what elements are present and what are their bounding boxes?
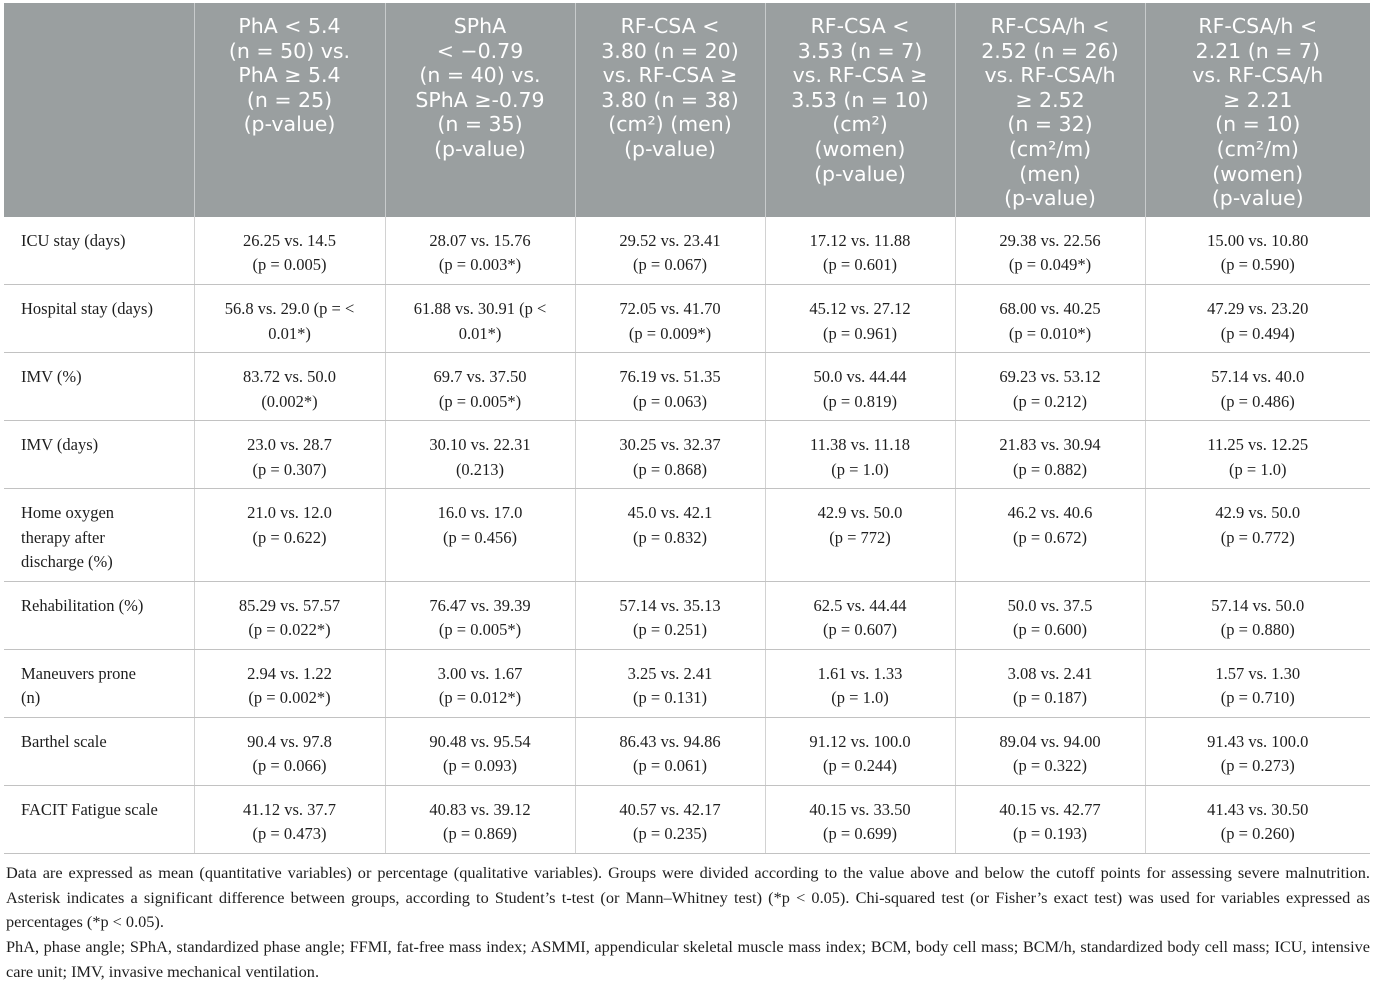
cell-line: (p = 0.005*) [438, 620, 522, 640]
cell-line: 11.25 vs. 12.25 [1207, 435, 1309, 455]
row-label-line: therapy after [21, 527, 105, 547]
cell-line: (p = 772) [829, 527, 891, 547]
row-label-line: IMV (days) [21, 435, 99, 455]
header-line: (women) [1212, 161, 1304, 186]
table-cell [194, 489, 385, 582]
table-cell [1145, 489, 1370, 582]
cell-line: 72.05 vs. 41.70 [619, 299, 721, 319]
row-label-line: (n) [21, 688, 41, 708]
header-line: vs. RF-CSA ≥ [602, 63, 738, 88]
cell-line: 69.23 vs. 53.12 [999, 367, 1101, 387]
cell-line: 83.72 vs. 50.0 [242, 367, 337, 387]
table-cell [955, 285, 1145, 353]
table-cell [765, 717, 955, 785]
cell-line: (p = 0.456) [443, 527, 517, 547]
table-cell [1145, 717, 1370, 785]
header-line: 2.21 (n = 7) [1195, 38, 1320, 63]
header-line: (p-value) [1211, 186, 1304, 211]
header-line: 3.80 (n = 38) [601, 87, 739, 112]
cell-line: 29.52 vs. 23.41 [619, 230, 721, 250]
cell-line: 40.15 vs. 33.50 [809, 799, 911, 819]
cell-line: 28.07 vs. 15.76 [429, 230, 531, 250]
row-label [4, 421, 194, 489]
row-label [4, 717, 194, 785]
header-line: SPhA ≥-0.79 [415, 87, 545, 112]
cell-line: (p = 0.066) [252, 756, 327, 776]
cell-line: (p = 0.005) [252, 255, 327, 275]
table-cell [1145, 421, 1370, 489]
cell-line: 57.14 vs. 40.0 [1211, 367, 1305, 387]
cell-line: (p = 0.005*) [438, 391, 522, 411]
header-line: (cm²) (men) [608, 112, 732, 137]
table-cell [194, 353, 385, 421]
cell-line: 46.2 vs. 40.6 [1007, 503, 1093, 523]
header-line: 3.80 (n = 20) [601, 38, 739, 63]
cell-line: 57.14 vs. 50.0 [1211, 595, 1305, 615]
table-footnotes [6, 861, 1370, 985]
table-cell [955, 581, 1145, 649]
row-label-line: ICU stay (days) [21, 230, 126, 250]
cell-line: 50.0 vs. 37.5 [1007, 595, 1093, 615]
table-cell [194, 649, 385, 717]
header-line: ≥ 2.52 [1015, 87, 1085, 112]
header-line: (n = 32) [1007, 112, 1093, 137]
table-cell [575, 581, 765, 649]
header-line: RF-CSA < [810, 14, 910, 38]
header-line: PhA ≥ 5.4 [238, 63, 341, 88]
cell-line: (p = 0.322) [1013, 756, 1087, 776]
header-line: ≥ 2.21 [1223, 87, 1293, 112]
table-row [4, 785, 1370, 853]
cell-line: (p = 0.022*) [248, 620, 331, 640]
table-cell [955, 217, 1145, 285]
header-line: (n = 50) vs. [228, 38, 351, 63]
table-cell [575, 285, 765, 353]
cell-line: 69.7 vs. 37.50 [433, 367, 527, 387]
cell-line: (p = 0.869) [443, 824, 517, 844]
header-line: vs. RF-CSA ≥ [792, 63, 928, 88]
header-cell-spha [385, 3, 575, 217]
cell-line: 17.12 vs. 11.88 [809, 230, 911, 250]
cell-line: 0.01*) [268, 323, 311, 343]
header-line: RF-CSA < [620, 14, 720, 38]
footnote-abbreviations: PhA, phase angle; SPhA, standardized phase angle; FFMI, fat-free mass index; ASMMI, appendicular skeletal muscle mass index; BCM, body cell mass; BCM/h, standardized body cell mass; ICU, intensive care unit; IMV, invasive mechanical ventilation. [6, 937, 1370, 981]
cell-line: 40.83 vs. 39.12 [429, 799, 531, 819]
cell-line: (p = 0.486) [1220, 391, 1295, 411]
cell-line: (p = 0.961) [823, 323, 897, 343]
header-line: (cm²) [832, 112, 888, 137]
cell-line: 26.25 vs. 14.5 [242, 230, 337, 250]
cell-line: 30.25 vs. 32.37 [619, 435, 721, 455]
cell-line: 0.01*) [458, 323, 502, 343]
cell-line: (p = 0.009*) [628, 323, 712, 343]
table-row [4, 649, 1370, 717]
header-line: (p-value) [1004, 186, 1096, 211]
table-cell [1145, 785, 1370, 853]
cell-line: (p = 0.131) [633, 688, 707, 708]
cell-line: 3.08 vs. 2.41 [1007, 663, 1093, 683]
table-row [4, 489, 1370, 582]
cell-line: (p = 0.093) [443, 756, 517, 776]
header-line: (women) [814, 136, 906, 161]
header-cell-rfcsa-men [575, 3, 765, 217]
row-label-line: Rehabilitation (%) [21, 595, 144, 615]
table-cell [194, 421, 385, 489]
table-cell [765, 489, 955, 582]
cell-line: 57.14 vs. 35.13 [619, 595, 721, 615]
cell-line: (p = 0.772) [1220, 527, 1295, 547]
cell-line: 11.38 vs. 11.18 [809, 435, 911, 455]
header-line: RF-CSA/h < [1198, 14, 1318, 38]
header-line: 2.52 (n = 26) [981, 38, 1119, 63]
cell-line: 2.94 vs. 1.22 [247, 663, 332, 683]
table-cell [765, 285, 955, 353]
cell-line: 1.57 vs. 1.30 [1215, 663, 1301, 683]
cell-line: 15.00 vs. 10.80 [1207, 230, 1309, 250]
cell-line: (p = 0.710) [1220, 688, 1295, 708]
cell-line: (0.213) [455, 459, 505, 479]
cell-line: (p = 0.607) [823, 620, 897, 640]
cell-line: 3.25 vs. 2.41 [627, 663, 713, 683]
cell-line: 89.04 vs. 94.00 [999, 731, 1101, 751]
table-cell [955, 717, 1145, 785]
table-cell [385, 489, 575, 582]
table-cell [955, 353, 1145, 421]
header-cell-rfcsah-men [955, 3, 1145, 217]
row-label [4, 489, 194, 582]
row-label [4, 353, 194, 421]
table-cell [385, 785, 575, 853]
cell-line: 56.8 vs. 29.0 (p = < [224, 299, 355, 319]
table-cell [385, 421, 575, 489]
cell-line: 90.4 vs. 97.8 [247, 731, 332, 751]
cell-line: 23.0 vs. 28.7 [247, 435, 332, 455]
header-line: RF-CSA/h < [990, 14, 1110, 38]
table-cell [385, 649, 575, 717]
cell-line: 76.47 vs. 39.39 [429, 595, 531, 615]
cell-line: (p = 0.672) [1013, 527, 1087, 547]
header-line: PhA < 5.4 [238, 14, 341, 38]
header-line: (cm²/m) [1008, 136, 1092, 161]
cell-line: (p = 0.699) [823, 824, 897, 844]
table-cell [194, 785, 385, 853]
table-cell [765, 421, 955, 489]
table-cell [955, 785, 1145, 853]
cell-line: (p = 0.212) [1013, 391, 1087, 411]
cell-line: 21.83 vs. 30.94 [999, 435, 1101, 455]
table-cell [194, 717, 385, 785]
cell-line: (p = 0.494) [1220, 323, 1295, 343]
table-cell [765, 217, 955, 285]
cell-line: (p = 0.067) [633, 255, 707, 275]
header-cell-pha [194, 3, 385, 217]
row-label-line: discharge (%) [21, 552, 113, 572]
table-cell [1145, 285, 1370, 353]
cell-line: (p = 0.882) [1013, 459, 1087, 479]
row-label [4, 785, 194, 853]
cell-line: 3.00 vs. 1.67 [437, 663, 523, 683]
header-cell-rfcsah-women [1145, 3, 1370, 217]
cell-line: (p = 0.600) [1013, 620, 1087, 640]
header-line: (n = 10) [1215, 112, 1301, 137]
table-cell [575, 785, 765, 853]
row-label [4, 649, 194, 717]
cell-line: 47.29 vs. 23.20 [1207, 299, 1309, 319]
cell-line: (p = 0.880) [1220, 620, 1295, 640]
header-cell-empty [4, 3, 194, 217]
cell-line: (p = 0.063) [633, 391, 707, 411]
cell-line: (p = 0.590) [1220, 255, 1295, 275]
cell-line: (p = 1.0) [1229, 459, 1287, 479]
cell-line: 62.5 vs. 44.44 [813, 595, 907, 615]
cell-line: 50.0 vs. 44.44 [813, 367, 907, 387]
table-cell [765, 353, 955, 421]
table-row [4, 581, 1370, 649]
table-cell [955, 489, 1145, 582]
cell-line: 45.12 vs. 27.12 [809, 299, 911, 319]
cell-line: (p = 1.0) [831, 459, 889, 479]
header-line: (n = 25) [246, 87, 333, 112]
cell-line: 91.12 vs. 100.0 [809, 731, 911, 751]
table-cell [385, 285, 575, 353]
table-cell [1145, 649, 1370, 717]
header-line: vs. RF-CSA/h [984, 63, 1116, 88]
cell-line: (p = 0.187) [1013, 688, 1087, 708]
cell-line: 40.15 vs. 42.77 [999, 799, 1101, 819]
cell-line: 90.48 vs. 95.54 [429, 731, 531, 751]
cell-line: (p = 0.307) [252, 459, 327, 479]
table-cell [575, 489, 765, 582]
cell-line: 76.19 vs. 51.35 [619, 367, 721, 387]
header-cell-rfcsa-women [765, 3, 955, 217]
cell-line: 41.43 vs. 30.50 [1207, 799, 1309, 819]
cell-line: (p = 0.868) [633, 459, 707, 479]
cell-line: 1.61 vs. 1.33 [817, 663, 903, 683]
cell-line: 86.43 vs. 94.86 [619, 731, 721, 751]
header-line: (cm²/m) [1216, 136, 1299, 161]
header-line: SPhA [453, 14, 507, 38]
footnote-methods: Data are expressed as mean (quantitative variables) or percentage (qualitative variables). Groups were divided according to the value above and below the cutoff points for assessing severe malnutrition. Asterisk indicates a significant difference between groups, according to Student’s t-test (or Mann–Whitney test) (*p < 0.05). Chi-squared test (or Fisher’s exact test) was used for variables expressed as percentages (*p < 0.05). [6, 863, 1370, 932]
table-cell [955, 421, 1145, 489]
table-cell [194, 217, 385, 285]
table-row [4, 217, 1370, 285]
cell-line: (p = 0.003*) [438, 255, 522, 275]
cell-line: (p = 0.601) [823, 255, 897, 275]
table-row [4, 717, 1370, 785]
row-label-line: FACIT Fatigue scale [21, 799, 158, 819]
header-line: (p-value) [624, 136, 716, 161]
header-line: (n = 35) [437, 112, 523, 137]
cell-line: (p = 0.251) [633, 620, 707, 640]
cell-line: (0.002*) [261, 391, 318, 411]
cell-line: (p = 1.0) [831, 688, 889, 708]
table-cell [1145, 353, 1370, 421]
table-row [4, 353, 1370, 421]
table-cell [1145, 581, 1370, 649]
cell-line: (p = 0.193) [1013, 824, 1087, 844]
cell-line: 16.0 vs. 17.0 [437, 503, 523, 523]
cell-line: (p = 0.622) [252, 527, 327, 547]
table-row [4, 285, 1370, 353]
row-label-line: IMV (%) [21, 367, 82, 387]
table-cell [575, 717, 765, 785]
cell-line: (p = 0.012*) [438, 688, 522, 708]
row-label [4, 285, 194, 353]
cell-line: (p = 0.832) [633, 527, 707, 547]
cell-line: (p = 0.010*) [1008, 323, 1092, 343]
cell-line: 45.0 vs. 42.1 [627, 503, 713, 523]
table-cell [385, 217, 575, 285]
cell-line: (p = 0.819) [823, 391, 897, 411]
row-label-line: Home oxygen [21, 503, 115, 523]
row-label [4, 217, 194, 285]
header-line: (p-value) [243, 112, 336, 137]
cell-line: 40.57 vs. 42.17 [619, 799, 721, 819]
header-line: 3.53 (n = 10) [791, 87, 929, 112]
table-row [4, 421, 1370, 489]
cell-line: (p = 0.273) [1220, 756, 1295, 776]
table-cell [955, 649, 1145, 717]
table-cell [385, 717, 575, 785]
table-cell [575, 353, 765, 421]
header-line: vs. RF-CSA/h [1192, 63, 1324, 88]
table-cell [575, 649, 765, 717]
table-cell [1145, 217, 1370, 285]
header-line: (n = 40) vs. [419, 63, 541, 88]
table-cell [575, 421, 765, 489]
cell-line: 85.29 vs. 57.57 [238, 595, 341, 615]
cell-line: (p = 0.049*) [1008, 255, 1092, 275]
table-cell [385, 353, 575, 421]
table-cell [765, 581, 955, 649]
cell-line: 68.00 vs. 40.25 [999, 299, 1101, 319]
cell-line: (p = 0.473) [252, 824, 327, 844]
table-cell [765, 785, 955, 853]
cell-line: 21.0 vs. 12.0 [247, 503, 332, 523]
results-table [4, 3, 1370, 854]
cell-line: (p = 0.260) [1220, 824, 1295, 844]
cell-line: (p = 0.235) [633, 824, 707, 844]
table-cell [385, 581, 575, 649]
cell-line: 91.43 vs. 100.0 [1207, 731, 1309, 751]
cell-line: (p = 0.244) [823, 756, 897, 776]
table-cell [194, 581, 385, 649]
cell-line: (p = 0.002*) [248, 688, 331, 708]
table-cell [194, 285, 385, 353]
header-line: < −0.79 [436, 38, 524, 63]
cell-line: 42.9 vs. 50.0 [1215, 503, 1301, 523]
header-line: (p-value) [434, 136, 526, 161]
header-line: 3.53 (n = 7) [797, 38, 923, 63]
header-row [4, 3, 1370, 217]
header-line: (p-value) [814, 161, 906, 186]
cell-line: 29.38 vs. 22.56 [999, 230, 1101, 250]
table-cell [575, 217, 765, 285]
cell-line: 61.88 vs. 30.91 (p < [413, 299, 547, 319]
cell-line: 30.10 vs. 22.31 [429, 435, 531, 455]
table-cell [765, 649, 955, 717]
row-label-line: Hospital stay (days) [21, 299, 153, 319]
cell-line: 42.9 vs. 50.0 [817, 503, 903, 523]
row-label [4, 581, 194, 649]
cell-line: 41.12 vs. 37.7 [242, 799, 337, 819]
header-line: (men) [1019, 161, 1081, 186]
row-label-line: Maneuvers prone [21, 663, 137, 683]
row-label-line: Barthel scale [21, 731, 107, 751]
cell-line: (p = 0.061) [633, 756, 707, 776]
